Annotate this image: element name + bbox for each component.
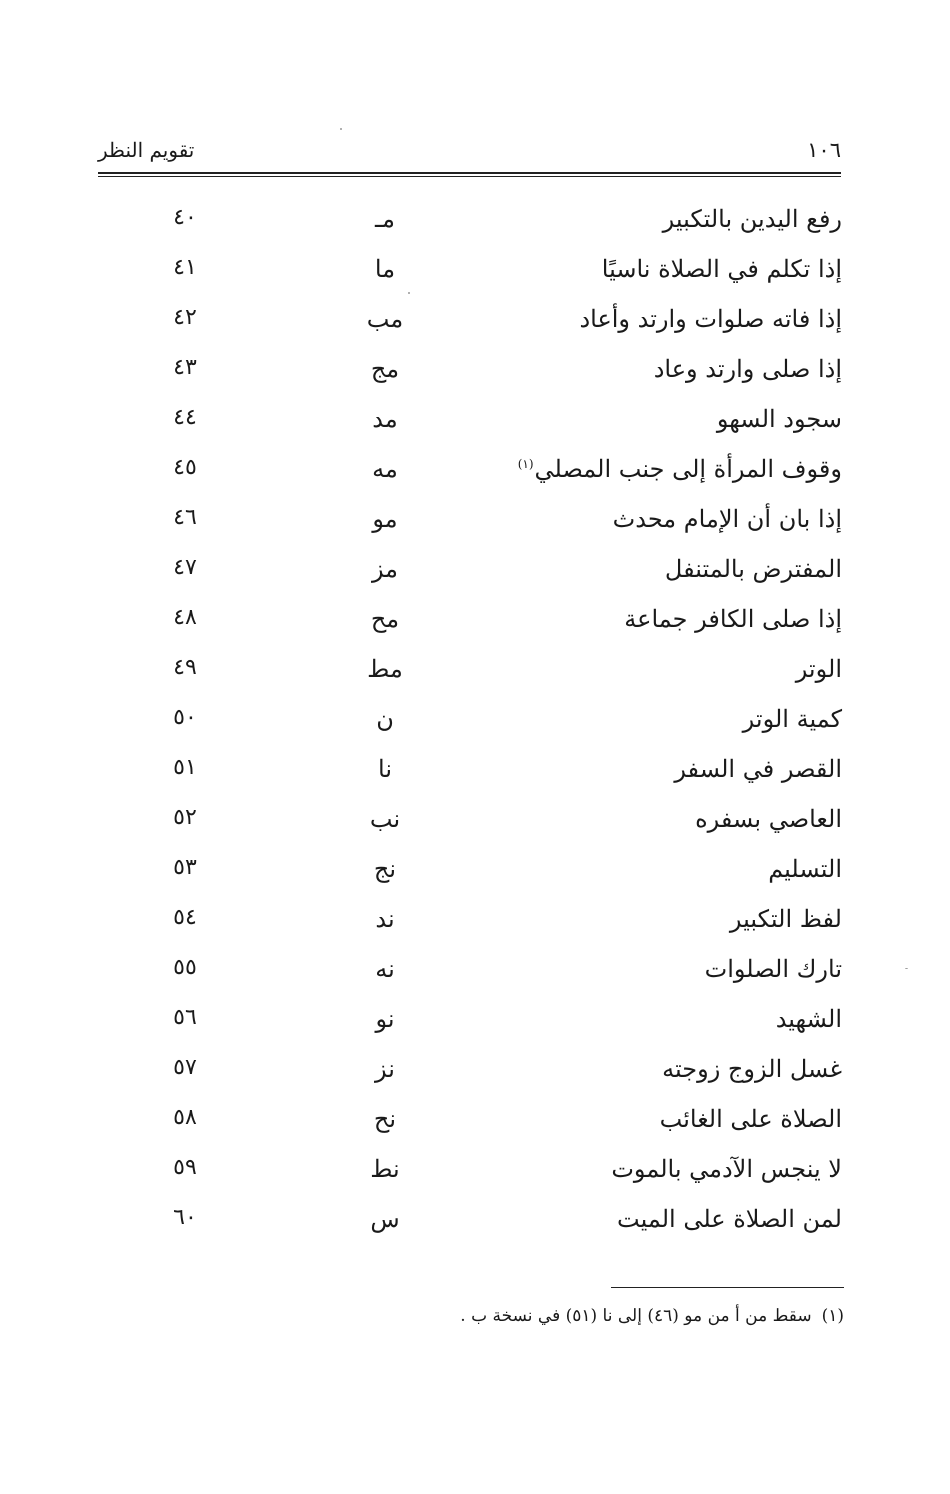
- entry-number: ٤٤: [173, 405, 197, 430]
- entry-title: المفترض بالمتنفل: [664, 555, 842, 583]
- contents-entry: [150, 1049, 842, 1099]
- entry-abjad-number: مو: [372, 505, 398, 533]
- header-rule-thick: [98, 172, 841, 174]
- contents-entry: [150, 499, 842, 549]
- entry-title-with-footnote: [518, 455, 842, 483]
- entry-number: ٦٠: [173, 1205, 197, 1230]
- entry-title: كمية الوتر: [742, 705, 842, 733]
- entry-abjad-number: مد: [372, 405, 398, 433]
- contents-entry: [150, 549, 842, 599]
- entry-number: ٥٧: [173, 1055, 197, 1080]
- entry-abjad-number: نب: [369, 805, 401, 833]
- footnote-text: سقط من أ من مو (٤٦) إلى نا (٥١) في نسخة ب .: [460, 1306, 812, 1326]
- entry-number: ٥٩: [173, 1155, 197, 1180]
- entry-title: القصر في السفر: [674, 755, 842, 783]
- running-header: [98, 138, 841, 172]
- entry-abjad-number: مه: [372, 455, 398, 483]
- entry-number: ٤٠: [173, 205, 197, 230]
- paper-speck: [905, 968, 908, 969]
- entry-title: إذا فاته صلوات وارتد وأعاد: [579, 305, 842, 333]
- entry-title: العاصي بسفره: [695, 805, 842, 833]
- entry-abjad-number: مز: [371, 555, 399, 583]
- contents-entry: [150, 399, 842, 449]
- entry-abjad-number: مـ: [375, 205, 395, 233]
- entry-abjad-number: مب: [366, 305, 404, 333]
- contents-entry: [150, 999, 842, 1049]
- entry-title: سجود السهو: [716, 405, 842, 433]
- entry-title: إذا تكلم في الصلاة ناسيًا: [601, 255, 842, 283]
- entry-title: إذا صلى الكافر جماعة: [624, 605, 842, 633]
- entry-abjad-number: نح: [373, 1105, 397, 1133]
- entry-title: الصلاة على الغائب: [659, 1105, 842, 1133]
- entry-title: لمن الصلاة على الميت: [617, 1205, 842, 1233]
- contents-entry: [150, 449, 842, 499]
- entry-abjad-number: ند: [375, 905, 395, 933]
- entry-number: ٤٣: [173, 355, 197, 380]
- footnote-marker: (١): [821, 1306, 844, 1326]
- entry-number: ٤١: [173, 255, 197, 280]
- contents-entry: [150, 799, 842, 849]
- entry-title: تارك الصلوات: [704, 955, 842, 983]
- footnote-separator: [611, 1287, 844, 1288]
- entry-number: ٥٦: [173, 1005, 197, 1030]
- contents-entry: [150, 249, 842, 299]
- entry-number: ٤٧: [173, 555, 197, 580]
- contents-entry: [150, 749, 842, 799]
- entry-abjad-number: مج: [370, 355, 400, 383]
- entry-abjad-number: نه: [375, 955, 395, 983]
- entry-number: ٥٨: [173, 1105, 197, 1130]
- entry-abjad-number: مح: [370, 605, 400, 633]
- entry-number: ٥٢: [173, 805, 197, 830]
- entry-title-text: وقوف المرأة إلى جنب المصلي: [534, 455, 842, 483]
- entry-abjad-number: نط: [370, 1155, 400, 1183]
- paper-speck: [340, 128, 342, 130]
- header-rule-thin: [98, 176, 841, 177]
- footnote: [460, 1306, 844, 1326]
- contents-entry: [150, 349, 842, 399]
- entry-number: ٤٦: [173, 505, 197, 530]
- entry-number: ٥١: [173, 755, 197, 780]
- entry-abjad-number: نج: [373, 855, 397, 883]
- entry-title: لا ينجس الآدمي بالموت: [611, 1155, 842, 1183]
- paper-speck: [408, 292, 410, 294]
- contents-entry: [150, 299, 842, 349]
- contents-entry: [150, 949, 842, 999]
- contents-entry: [150, 1099, 842, 1149]
- entry-abjad-number: نو: [375, 1005, 395, 1033]
- entry-number: ٤٢: [173, 305, 197, 330]
- contents-entry: [150, 1199, 842, 1249]
- entry-number: ٥٠: [173, 705, 197, 730]
- entry-title: لفظ التكبير: [729, 905, 842, 933]
- contents-entry: [150, 899, 842, 949]
- contents-entry: [150, 649, 842, 699]
- entry-abjad-number: مط: [367, 655, 403, 683]
- entry-title: التسليم: [768, 855, 842, 883]
- entry-number: ٤٥: [173, 455, 197, 480]
- entry-title: إذا صلى وارتد وعاد: [653, 355, 842, 383]
- contents-entry: [150, 699, 842, 749]
- entry-abjad-number: نا: [378, 755, 392, 783]
- contents-list: [150, 199, 842, 1249]
- contents-entry: [150, 849, 842, 899]
- entry-title: رفع اليدين بالتكبير: [662, 205, 842, 233]
- entry-abjad-number: نز: [375, 1055, 395, 1083]
- entry-number: ٥٣: [173, 855, 197, 880]
- entry-title: الوتر: [795, 655, 842, 683]
- footnote-reference[interactable]: (١): [517, 457, 534, 471]
- page-number: ١٠٦: [807, 138, 841, 162]
- entry-abjad-number: س: [370, 1205, 400, 1233]
- entry-title: إذا بان أن الإمام محدث: [612, 505, 842, 533]
- entry-title: غسل الزوج زوجته: [662, 1055, 842, 1083]
- entry-number: ٥٤: [173, 905, 197, 930]
- entry-number: ٤٨: [173, 605, 197, 630]
- contents-entry: [150, 599, 842, 649]
- book-title: تقويم النظر: [98, 138, 195, 162]
- entry-number: ٤٩: [173, 655, 197, 680]
- entry-abjad-number: ما: [374, 255, 396, 283]
- entry-title: الشهيد: [775, 1005, 842, 1033]
- contents-entry: [150, 199, 842, 249]
- entry-number: ٥٥: [173, 955, 197, 980]
- entry-abjad-number: ن: [376, 705, 394, 733]
- contents-entry: [150, 1149, 842, 1199]
